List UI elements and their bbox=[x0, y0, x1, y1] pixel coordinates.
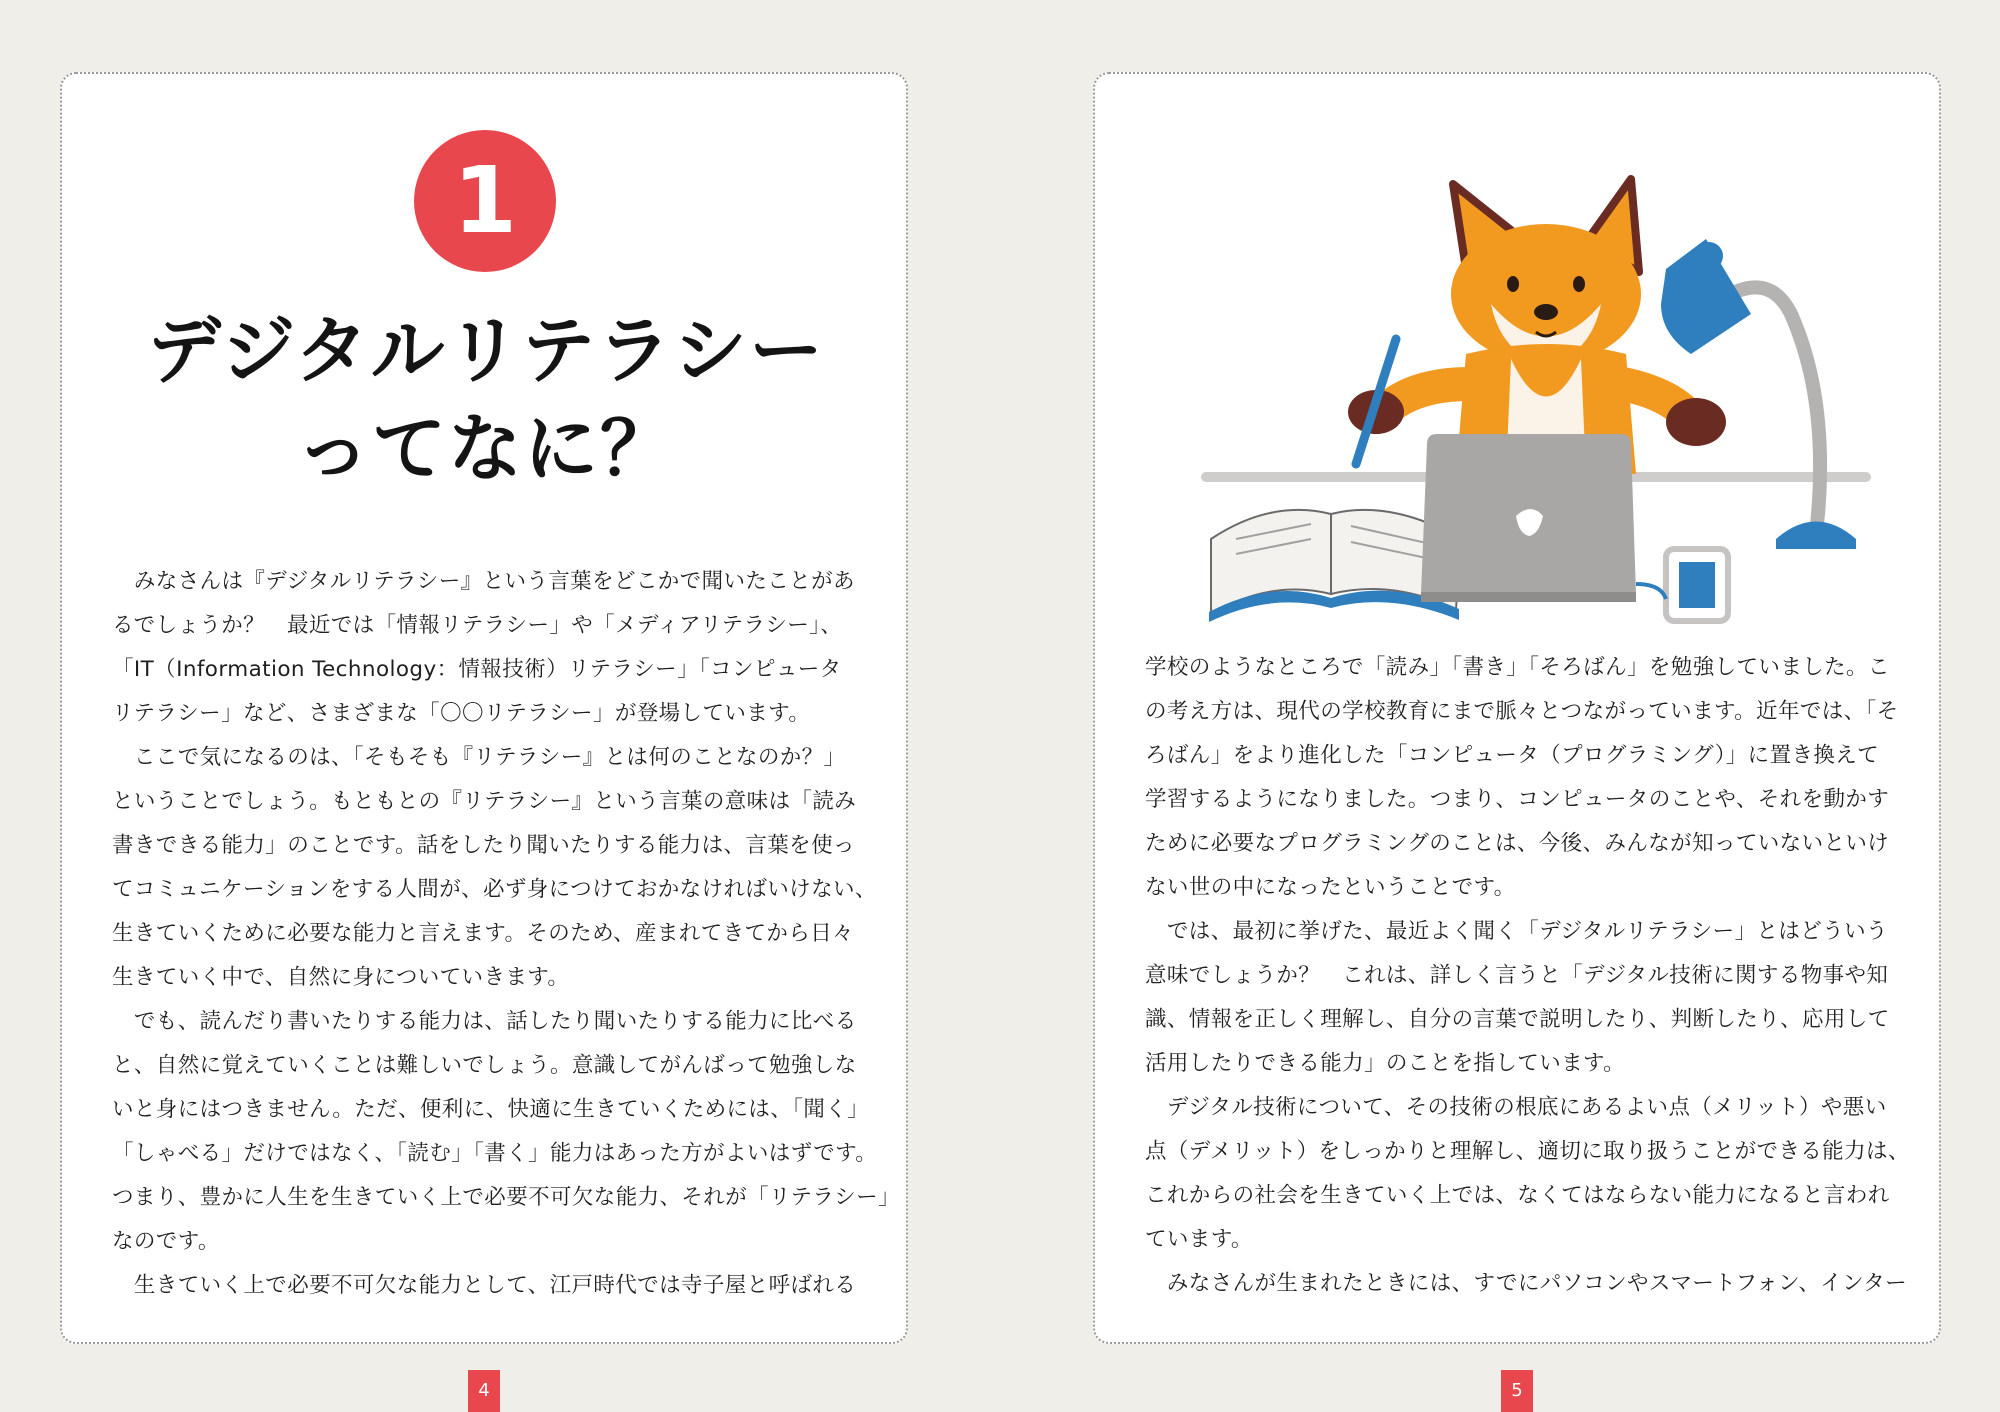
body-line: 学校のようなところで「読み」「書き」「そろばん」を勉強していました。こ bbox=[1145, 655, 1890, 680]
body-line: なのです。 bbox=[112, 1229, 220, 1254]
body-line: これからの社会を生きていく上では、なくてはならない能力になると言われ bbox=[1145, 1183, 1890, 1208]
body-line: デジタル技術について、その技術の根底にあるよい点（メリット）や悪い bbox=[1145, 1095, 1887, 1120]
body-line: では、最初に挙げた、最近よく聞く「デジタルリテラシー」とはどういう bbox=[1145, 919, 1888, 944]
body-line: ということでしょう。もともとの『リテラシー』という言葉の意味は「読み bbox=[112, 789, 857, 814]
body-line: 生きていくために必要な能力と言えます。そのため、産まれてきてから日々 bbox=[112, 921, 855, 946]
left-body-text bbox=[112, 560, 900, 1308]
body-line: みなさんは『デジタルリテラシー』という言葉をどこかで聞いたことがあ bbox=[112, 569, 855, 594]
left-page bbox=[60, 72, 908, 1344]
chapter-title-line-2: ってなに？ bbox=[296, 406, 676, 492]
body-line: 生きていく上で必要不可欠な能力として、江戸時代では寺子屋と呼ばれる bbox=[112, 1273, 857, 1298]
chapter-number-badge: 1 bbox=[414, 130, 556, 272]
body-line: 生きていく中で、自然に身についていきます。 bbox=[112, 965, 570, 990]
body-line: 「IT（Information Technology：情報技術）リテラシー」「コンピュータ bbox=[112, 657, 842, 682]
right-page bbox=[1093, 72, 1941, 1344]
body-line: 意味でしょうか？ これは、詳しく言うと「デジタル技術に関する物事や知 bbox=[1145, 963, 1889, 988]
body-line: と、自然に覚えていくことは難しいでしょう。意識してがんばって勉強しな bbox=[112, 1053, 857, 1078]
body-line: の考え方は、現代の学校教育にまで脈々とつながっています。近年では、「そ bbox=[1145, 699, 1899, 724]
page-number-right: 5 bbox=[1501, 1370, 1533, 1412]
body-line: リテラシー」など、さまざまな「〇〇リテラシー」が登場しています。 bbox=[112, 701, 811, 726]
body-line: でも、読んだり書いたりする能力は、話したり聞いたりする能力に比べる bbox=[112, 1009, 857, 1034]
body-line: てコミュニケーションをする人間が、必ず身につけておかなければいけない、 bbox=[112, 877, 877, 902]
body-line: 識、情報を正しく理解し、自分の言葉で説明したり、判断したり、応用して bbox=[1145, 1007, 1890, 1032]
body-line: 書きできる能力」のことです。話をしたり聞いたりする能力は、言葉を使っ bbox=[112, 833, 855, 858]
fox-at-laptop-icon bbox=[1191, 154, 1881, 634]
body-line: ています。 bbox=[1145, 1227, 1253, 1252]
right-body-text bbox=[1145, 646, 1910, 1306]
body-line: 活用したりできる能力」のことを指しています。 bbox=[1145, 1051, 1626, 1076]
body-line: ここで気になるのは、「そもそも『リテラシー』とは何のことなのか？」 bbox=[112, 745, 846, 770]
body-line: 学習するようになりました。つまり、コンピュータのことや、それを動かす bbox=[1145, 787, 1890, 812]
body-line: ない世の中になったということです。 bbox=[1145, 875, 1516, 900]
chapter-title-line-1: デジタルリテラシー bbox=[146, 308, 826, 394]
body-line: ろばん」をより進化した「コンピュータ（プログラミング）」に置き換えて bbox=[1145, 743, 1880, 768]
body-line: いと身にはつきません。ただ、便利に、快適に生きていくためには、「聞く」 bbox=[112, 1097, 870, 1122]
body-line: 「しゃべる」だけではなく、「読む」「書く」能力はあった方がよいはずです。 bbox=[112, 1141, 878, 1166]
body-line: 点（デメリット）をしっかりと理解し、適切に取り扱うことができる能力は、 bbox=[1145, 1139, 1910, 1164]
page-number-left: 4 bbox=[468, 1370, 500, 1412]
body-line: みなさんが生まれたときには、すでにパソコンやスマートフォン、インター bbox=[1145, 1271, 1907, 1296]
body-line: ために必要なプログラミングのことは、今後、みんなが知っていないといけ bbox=[1145, 831, 1890, 856]
body-line: つまり、豊かに人生を生きていく上で必要不可欠な能力、それが「リテラシー」 bbox=[112, 1185, 900, 1210]
body-line: るでしょうか？ 最近では「情報リテラシー」や「メディアリテラシー」、 bbox=[112, 613, 843, 638]
